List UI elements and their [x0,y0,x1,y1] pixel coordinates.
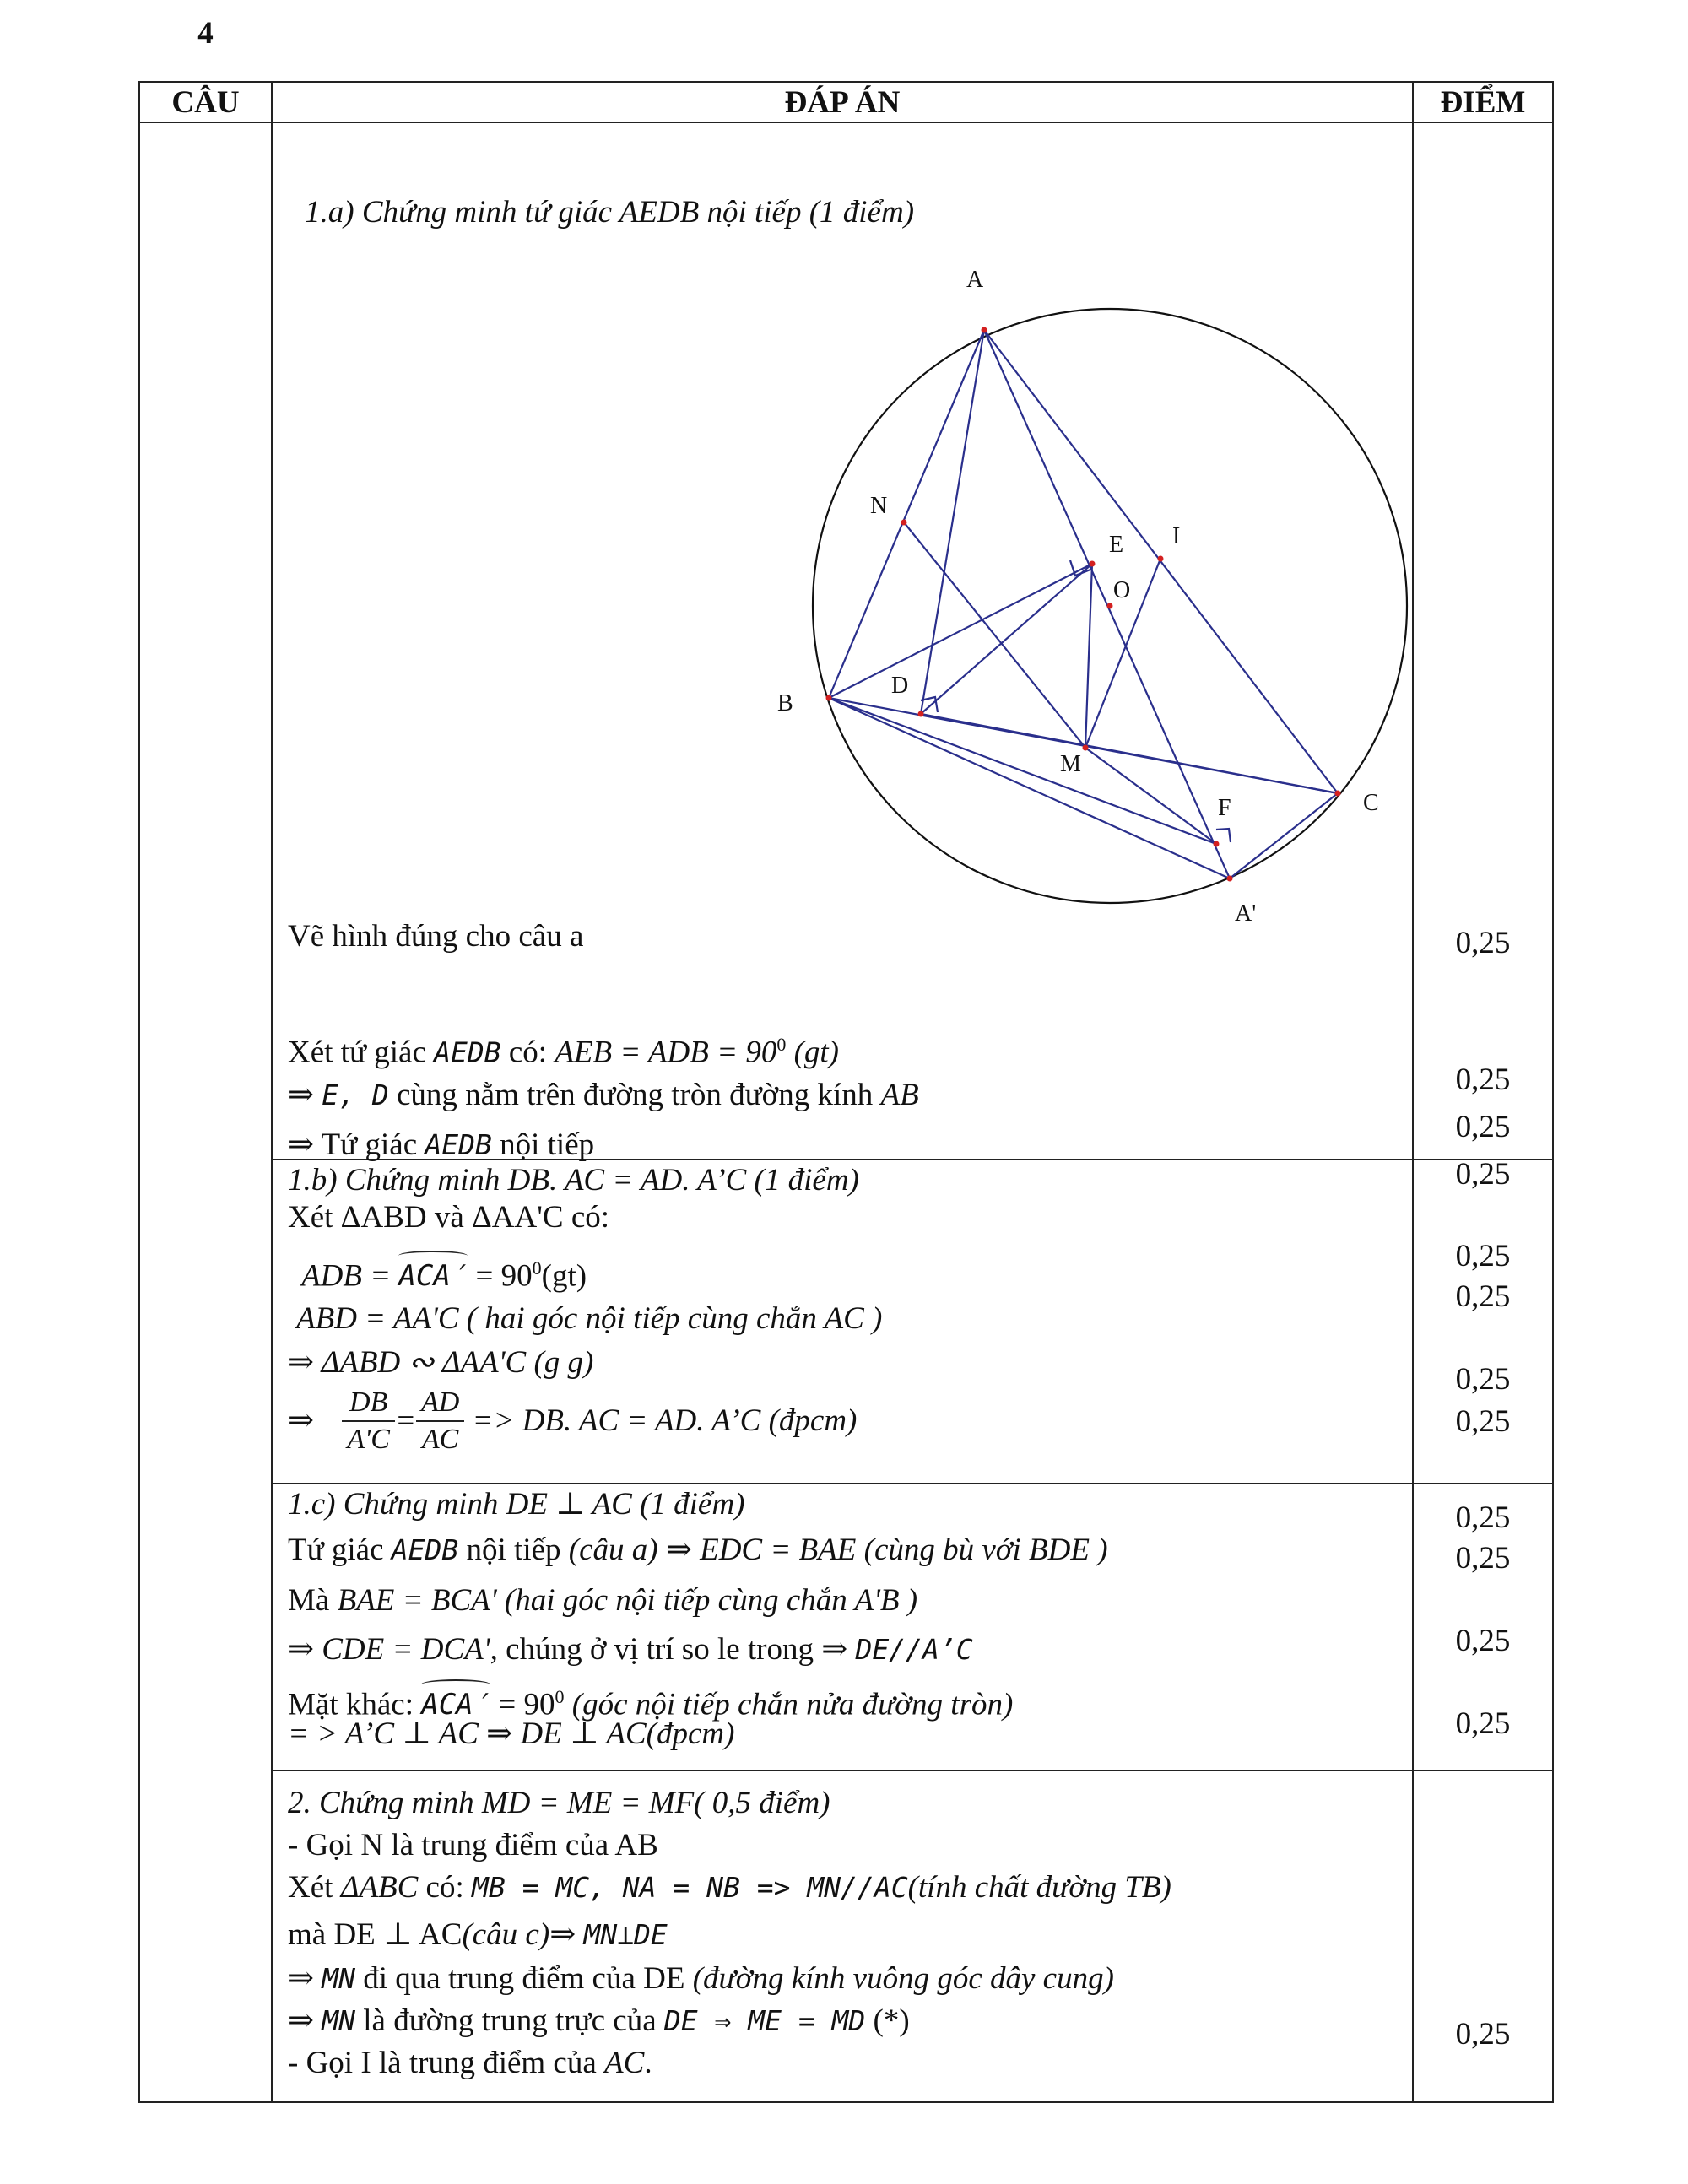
answer-table [138,16,1554,2103]
part-c-title: 1.c) Chứng minh DE ⊥ AC (1 điểm) [288,1487,745,1522]
label-F: F [1218,795,1231,821]
part-2-line-2: Xét ΔABC có: MB = MC, NA = NB => MN//AC(tính chất đường TB) [288,1870,1171,1905]
part-c-line-4: Mặt khác: $ACA' = 90^0$ (góc nội tiếp chắn nửa đường tròn) [288,1677,1013,1725]
part-b-title: 1.b) Chứng minh DB. AC = AD. A’C (1 điểm) [288,1163,859,1197]
part-b-line-4: ⇒ ΔABD ∾ ΔAA'C (g g) [288,1345,594,1380]
score: 0,25 [1455,1239,1511,1273]
part-b-line-2: ADB = $ACA' = 90^0(gt)$ [301,1248,587,1296]
segment-AB [829,330,984,698]
segment-MF [1085,748,1216,844]
score: 0,25 [1455,2017,1511,2052]
score: 0,25 [1455,1110,1511,1144]
part-2-content [272,1770,1413,2102]
label-A: A [966,267,984,293]
score: 0,25 [1455,1500,1511,1535]
score: 0,25 [1455,1624,1511,1658]
part-2-line-1: - Gọi N là trung điểm của AB [288,1828,658,1862]
segment-AD [921,330,984,714]
segment-ME [1085,564,1092,748]
question-number: 4 [197,16,214,51]
part-c-line-5: = > A’C ⊥ AC ⇒ DE ⊥ AC(đpcm) [288,1716,735,1751]
part-b-line-1: Xét ΔABD và ΔAA'C có: [288,1200,610,1235]
part-2-title: 2. Chứng minh MD = ME = MF( 0,5 điểm) [288,1786,830,1820]
score: 0,25 [1455,1404,1511,1439]
header-diem: ĐIỂM [1413,82,1553,122]
right-angle-F [1216,829,1231,842]
label-M: M [1060,751,1081,777]
draw-figure-line: Vẽ hình đúng cho câu a [288,919,584,954]
segment-CA-prime [1230,793,1338,878]
label-N: N [870,493,888,519]
part-b-content [272,1160,1413,1484]
part-a-line-3: ⇒ Tứ giác AEDB nội tiếp [288,1127,595,1162]
part-c-line-2: Mà BAE = BCA' (hai góc nội tiếp cùng chắn A'B ) [288,1583,918,1618]
score: 0,25 [1455,1062,1511,1097]
row-part-2 [139,1770,1553,2102]
part-b-line-3: ABD = AA'C ( hai góc nội tiếp cùng chắn AC ) [296,1301,883,1336]
part-2-line-6: - Gọi I là trung điểm của AC. [288,2046,652,2080]
label-D: D [891,673,909,699]
header-cau: CÂU [139,82,272,122]
part-c-line-3: ⇒ CDE = DCA', chúng ở vị trí so le trong ⇒ DE//A’C [288,1632,973,1667]
part-c-content [272,1484,1413,1770]
header-dap-an: ĐÁP ÁN [272,82,1413,122]
part-a-title: 1.a) Chứng minh tứ giác AEDB nội tiếp (1 điểm) [305,195,915,230]
segment-BA-prime [829,698,1230,878]
label-A-prime: A' [1235,900,1257,927]
part-b-line-5: ⇒ $\frac{DB}{A'C}$ = $\frac{AD}{AC}$ => DB. AC = AD. A’C (đpcm) [288,1387,858,1455]
label-E: E [1109,532,1124,558]
score: 0,25 [1455,1279,1511,1314]
segment-DC [921,714,1338,793]
segment-BE [829,564,1092,698]
part-2-line-5: ⇒ MN là đường trung trực của DE ⇒ ME = MD (*) [288,2003,910,2038]
part-a-content [272,122,1413,1160]
segment-MN [904,522,1085,748]
row-part-a [139,122,1553,1160]
part-2-scores [1413,1770,1553,2102]
row-part-b [139,1160,1553,1484]
part-c-scores [1413,1484,1553,1770]
part-a-scores [1413,122,1553,1192]
score: 0,25 [1455,1541,1511,1576]
part-a-line-1: Xét tứ giác AEDB có: AEB = ADB = $90^0$ (gt) [288,1034,840,1070]
part-2-line-3: mà DE ⊥ AC(câu c)⇒ MN⊥DE [288,1917,668,1952]
right-angle-D [921,697,938,712]
score: 0,25 [1455,1706,1511,1741]
label-O: O [1113,577,1131,603]
score: 0,25 [1455,1362,1511,1397]
score: 0,25 [1455,926,1511,960]
score: 0,25 [1455,1157,1511,1192]
label-B: B [777,690,793,716]
part-c-line-1: Tứ giác AEDB nội tiếp (câu a) ⇒ EDC = BAE (cùng bù với BDE ) [288,1533,1108,1567]
geometry-figure [669,251,1429,943]
row-part-c [139,1484,1553,1770]
header-row [139,82,1553,122]
part-b-scores [1413,1160,1553,1484]
part-2-line-4: ⇒ MN đi qua trung điểm của DE (đường kính vuông góc dây cung) [288,1961,1114,1996]
part-a-line-2: ⇒ E, D cùng nằm trên đường tròn đường kính AB [288,1078,919,1112]
label-C: C [1363,790,1379,816]
label-I: I [1172,523,1181,549]
